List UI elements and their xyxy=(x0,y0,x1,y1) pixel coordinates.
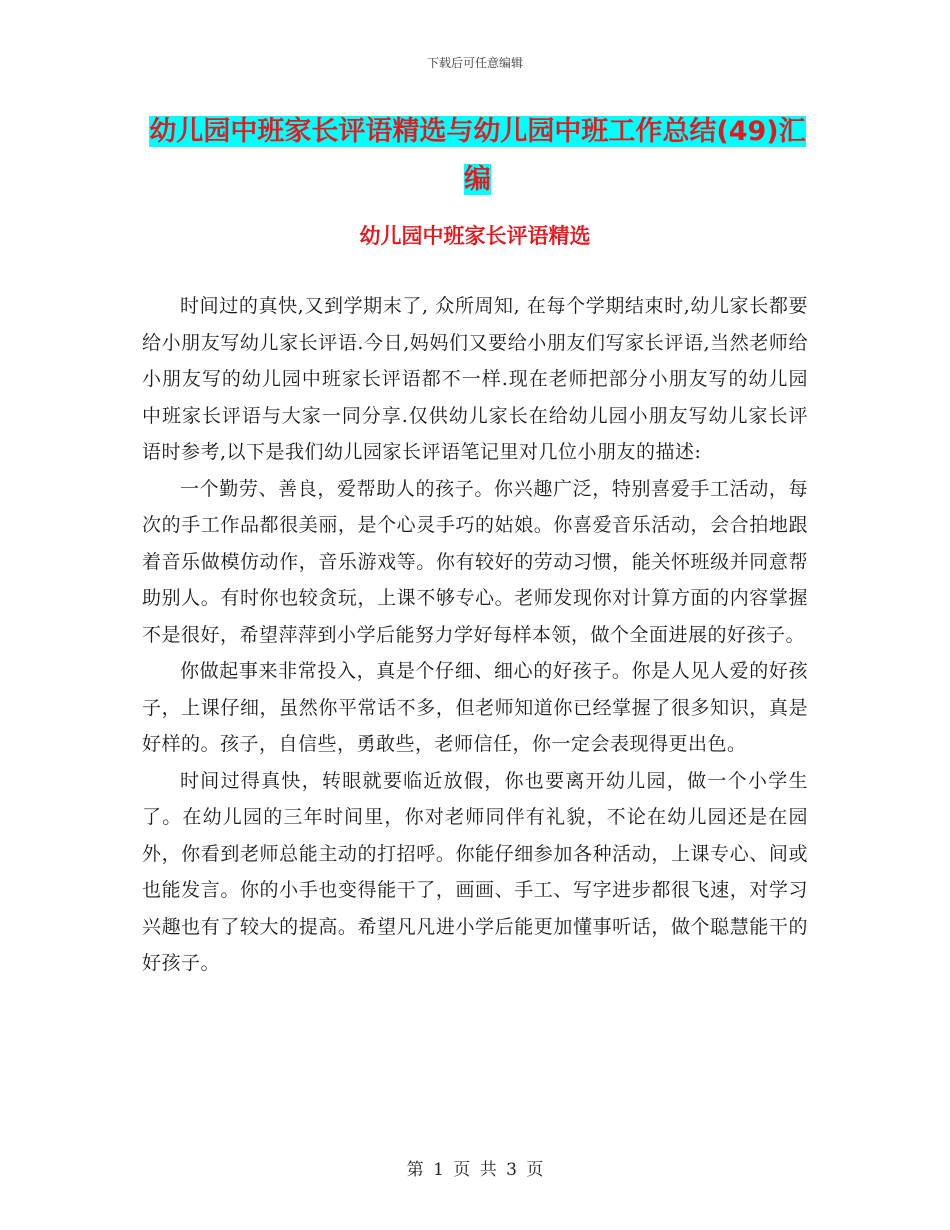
document-title xyxy=(145,108,810,204)
page-number: 第 1 页 共 3 页 xyxy=(406,1160,544,1180)
paragraph: 一个勤劳、善良，爱帮助人的孩子。你兴趣广泛，特别喜爱手工活动，每次的手工作品都很美丽，是个心灵手巧的姑娘。你喜爱音乐活动，会合拍地跟着音乐做模仿动作，音乐游戏等。你有较好的劳动习惯，能关怀班级并同意帮助别人。有时你也较贪玩，上课不够专心。老师发现你对计算方面的内容掌握不是很好，希望萍萍到小学后能努力学好每样本领，做个全面进展的好孩子。 xyxy=(142,477,808,646)
header-note: 下载后可任意编辑 xyxy=(426,56,523,70)
section-title: 幼儿园中班家长评语精选 xyxy=(359,224,591,248)
paragraph: 时间过的真快,又到学期末了, 众所周知, 在每个学期结束时,幼儿家长都要给小朋友写幼儿家长评语.今日,妈妈们又要给小朋友们写家长评语,当然老师给小朋友写的幼儿园中班家长评语都不一样.现在老师把部分小朋友写的幼儿园中班家长评语与大家一同分享.仅供幼儿家长在给幼儿园小朋友写幼儿家长评语时参考,以下是我们幼儿园家长评语笔记里对几位小朋友的描述: xyxy=(142,295,808,463)
paragraph: 你做起事来非常投入，真是个仔细、细心的好孩子。你是人见人爱的好孩子，上课仔细，虽然你平常话不多，但老师知道你已经掌握了很多知识，真是好样的。孩子，自信些，勇敢些，老师信任，你一定会表现得更出色。 xyxy=(142,660,808,755)
paragraph: 时间过得真快，转眼就要临近放假，你也要离开幼儿园，做一个小学生了。在幼儿园的三年时间里，你对老师同伴有礼貌，不论在幼儿园还是在园外，你看到老师总能主动的打招呼。你能仔细参加各种活动，上课专心、间或也能发言。你的小手也变得能干了，画画、手工、写字进步都很飞速，对学习兴趣也有了较大的提高。希望凡凡进小学后能更加懂事听话，做个聪慧能干的好孩子。 xyxy=(142,769,808,974)
document-title-text: 幼儿园中班家长评语精选与幼儿园中班工作总结(49)汇编 xyxy=(149,116,806,195)
body-text xyxy=(142,288,808,982)
